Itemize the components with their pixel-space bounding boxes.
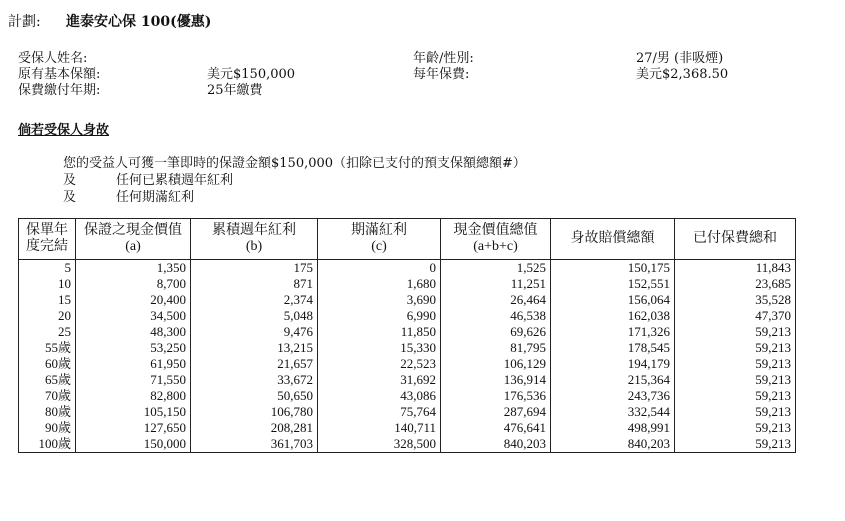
table-cell: 2,374 [191, 292, 318, 308]
table-cell: 43,086 [318, 388, 441, 404]
table-row [19, 420, 796, 436]
table-cell: 1,525 [441, 260, 551, 277]
table-cell: 100歲 [19, 436, 76, 453]
col-header-policy-year [19, 219, 76, 260]
col-header-total-cash-value [441, 219, 551, 260]
table-cell: 35,528 [675, 292, 796, 308]
table-row [19, 372, 796, 388]
header-line: (b) [245, 239, 263, 254]
table-cell: 31,692 [318, 372, 441, 388]
table-cell: 34,500 [76, 308, 191, 324]
table-cell: 55歲 [19, 340, 76, 356]
header-line: 保證之現金價值 [84, 223, 182, 238]
table-row [19, 308, 796, 324]
table-cell: 498,991 [551, 420, 675, 436]
header-line: 度完結 [26, 239, 68, 254]
plan-name: 進泰安心保 100(優惠) [66, 14, 212, 30]
table-cell: 8,700 [76, 276, 191, 292]
table-body [19, 260, 796, 453]
payment-term-label: 保費繳付年期: [18, 83, 101, 98]
table-cell: 332,544 [551, 404, 675, 420]
table-cell: 47,370 [675, 308, 796, 324]
table-cell: 11,843 [675, 260, 796, 277]
table-cell: 208,281 [191, 420, 318, 436]
table-row [19, 276, 796, 292]
table-cell: 127,650 [76, 420, 191, 436]
table-cell: 1,350 [76, 260, 191, 277]
age-gender-value: 27/男 (非吸煙) [636, 51, 724, 66]
table-cell: 81,795 [441, 340, 551, 356]
table-cell: 215,364 [551, 372, 675, 388]
table-header-row [19, 219, 796, 260]
table-cell: 361,703 [191, 436, 318, 453]
terminal-bonus-item: 任何期滿紅利 [116, 190, 195, 205]
header-line: 期滿紅利 [351, 223, 407, 238]
table-cell: 59,213 [675, 388, 796, 404]
table-cell: 5,048 [191, 308, 318, 324]
table-cell: 840,203 [441, 436, 551, 453]
table-row [19, 324, 796, 340]
table-cell: 328,500 [318, 436, 441, 453]
table-cell: 75,764 [318, 404, 441, 420]
table-cell: 140,711 [318, 420, 441, 436]
table-cell: 106,780 [191, 404, 318, 420]
table-cell: 105,150 [76, 404, 191, 420]
table-cell: 3,690 [318, 292, 441, 308]
table-cell: 176,536 [441, 388, 551, 404]
table-cell: 59,213 [675, 436, 796, 453]
table-cell: 194,179 [551, 356, 675, 372]
table-cell: 9,476 [191, 324, 318, 340]
table-cell: 61,950 [76, 356, 191, 372]
table-cell: 6,990 [318, 308, 441, 324]
col-header-guaranteed-cash-value [76, 219, 191, 260]
and-label-2: 及 [63, 190, 77, 205]
table-cell: 20 [19, 308, 76, 324]
table-row [19, 356, 796, 372]
table-cell: 59,213 [675, 340, 796, 356]
table-row [19, 260, 796, 277]
table-cell: 871 [191, 276, 318, 292]
table-cell: 150,000 [76, 436, 191, 453]
table-row [19, 436, 796, 453]
table-cell: 59,213 [675, 324, 796, 340]
age-gender-label: 年齡/性別: [413, 51, 474, 66]
table-cell: 243,736 [551, 388, 675, 404]
col-header-terminal-bonus [318, 219, 441, 260]
table-cell: 33,672 [191, 372, 318, 388]
table-cell: 840,203 [551, 436, 675, 453]
death-heading: 倘若受保人身故 [18, 123, 110, 138]
header-line: 累積週年紅利 [212, 223, 296, 238]
table-cell: 150,175 [551, 260, 675, 277]
death-line: 您的受益人可獲一筆即時的保證金額$150,000（扣除已支付的預支保額總額#） [63, 156, 526, 171]
header-line: (c) [371, 239, 387, 254]
table-row [19, 404, 796, 420]
table-cell: 0 [318, 260, 441, 277]
table-cell: 11,850 [318, 324, 441, 340]
table-cell: 171,326 [551, 324, 675, 340]
header-line: (a) [125, 239, 141, 254]
table-cell: 23,685 [675, 276, 796, 292]
plan-label: 計劃: [8, 14, 41, 30]
header-line: 現金價值總值 [453, 223, 538, 238]
table-cell: 71,550 [76, 372, 191, 388]
table-cell: 48,300 [76, 324, 191, 340]
table-cell: 15,330 [318, 340, 441, 356]
annual-premium-value: 美元$2,368.50 [636, 67, 729, 82]
table-cell: 22,523 [318, 356, 441, 372]
col-header-death-benefit [551, 219, 675, 260]
table-cell: 178,545 [551, 340, 675, 356]
and-label-1: 及 [63, 173, 77, 188]
table-cell: 59,213 [675, 404, 796, 420]
accumulated-bonus-item: 任何已累積週年紅利 [116, 173, 234, 188]
table-cell: 21,657 [191, 356, 318, 372]
table-row [19, 340, 796, 356]
table-cell: 65歲 [19, 372, 76, 388]
table-cell: 136,914 [441, 372, 551, 388]
table-cell: 59,213 [675, 372, 796, 388]
basic-sum-label: 原有基本保額: [18, 67, 101, 82]
basic-sum-value: 美元$150,000 [207, 67, 296, 82]
table-cell: 13,215 [191, 340, 318, 356]
table-cell: 59,213 [675, 356, 796, 372]
col-header-total-premiums-paid [675, 219, 796, 260]
table-cell: 10 [19, 276, 76, 292]
table-cell: 80歲 [19, 404, 76, 420]
table-cell: 25 [19, 324, 76, 340]
annual-premium-label: 每年保費: [413, 67, 470, 82]
table-cell: 20,400 [76, 292, 191, 308]
table-cell: 476,641 [441, 420, 551, 436]
header-line: 已付保費總和 [693, 231, 777, 246]
table-row [19, 388, 796, 404]
table-cell: 5 [19, 260, 76, 277]
insured-name-label: 受保人姓名: [18, 51, 88, 66]
table-cell: 59,213 [675, 420, 796, 436]
table-cell: 69,626 [441, 324, 551, 340]
table-cell: 53,250 [76, 340, 191, 356]
header-line: 身故賠償總額 [570, 231, 655, 246]
table-cell: 287,694 [441, 404, 551, 420]
table-cell: 175 [191, 260, 318, 277]
table-cell: 70歲 [19, 388, 76, 404]
table-cell: 46,538 [441, 308, 551, 324]
table-cell: 15 [19, 292, 76, 308]
table-cell: 82,800 [76, 388, 191, 404]
table-cell: 50,650 [191, 388, 318, 404]
table-cell: 90歲 [19, 420, 76, 436]
illustration-table [18, 218, 796, 453]
table-cell: 11,251 [441, 276, 551, 292]
table-cell: 152,551 [551, 276, 675, 292]
payment-term-value: 25年繳費 [207, 83, 263, 98]
header-line: 保單年 [26, 223, 68, 238]
table-cell: 26,464 [441, 292, 551, 308]
table-cell: 156,064 [551, 292, 675, 308]
col-header-reversionary-bonus [191, 219, 318, 260]
table-cell: 1,680 [318, 276, 441, 292]
table-cell: 162,038 [551, 308, 675, 324]
table-cell: 106,129 [441, 356, 551, 372]
table-row [19, 292, 796, 308]
table-cell: 60歲 [19, 356, 76, 372]
header-line: (a+b+c) [473, 239, 518, 254]
